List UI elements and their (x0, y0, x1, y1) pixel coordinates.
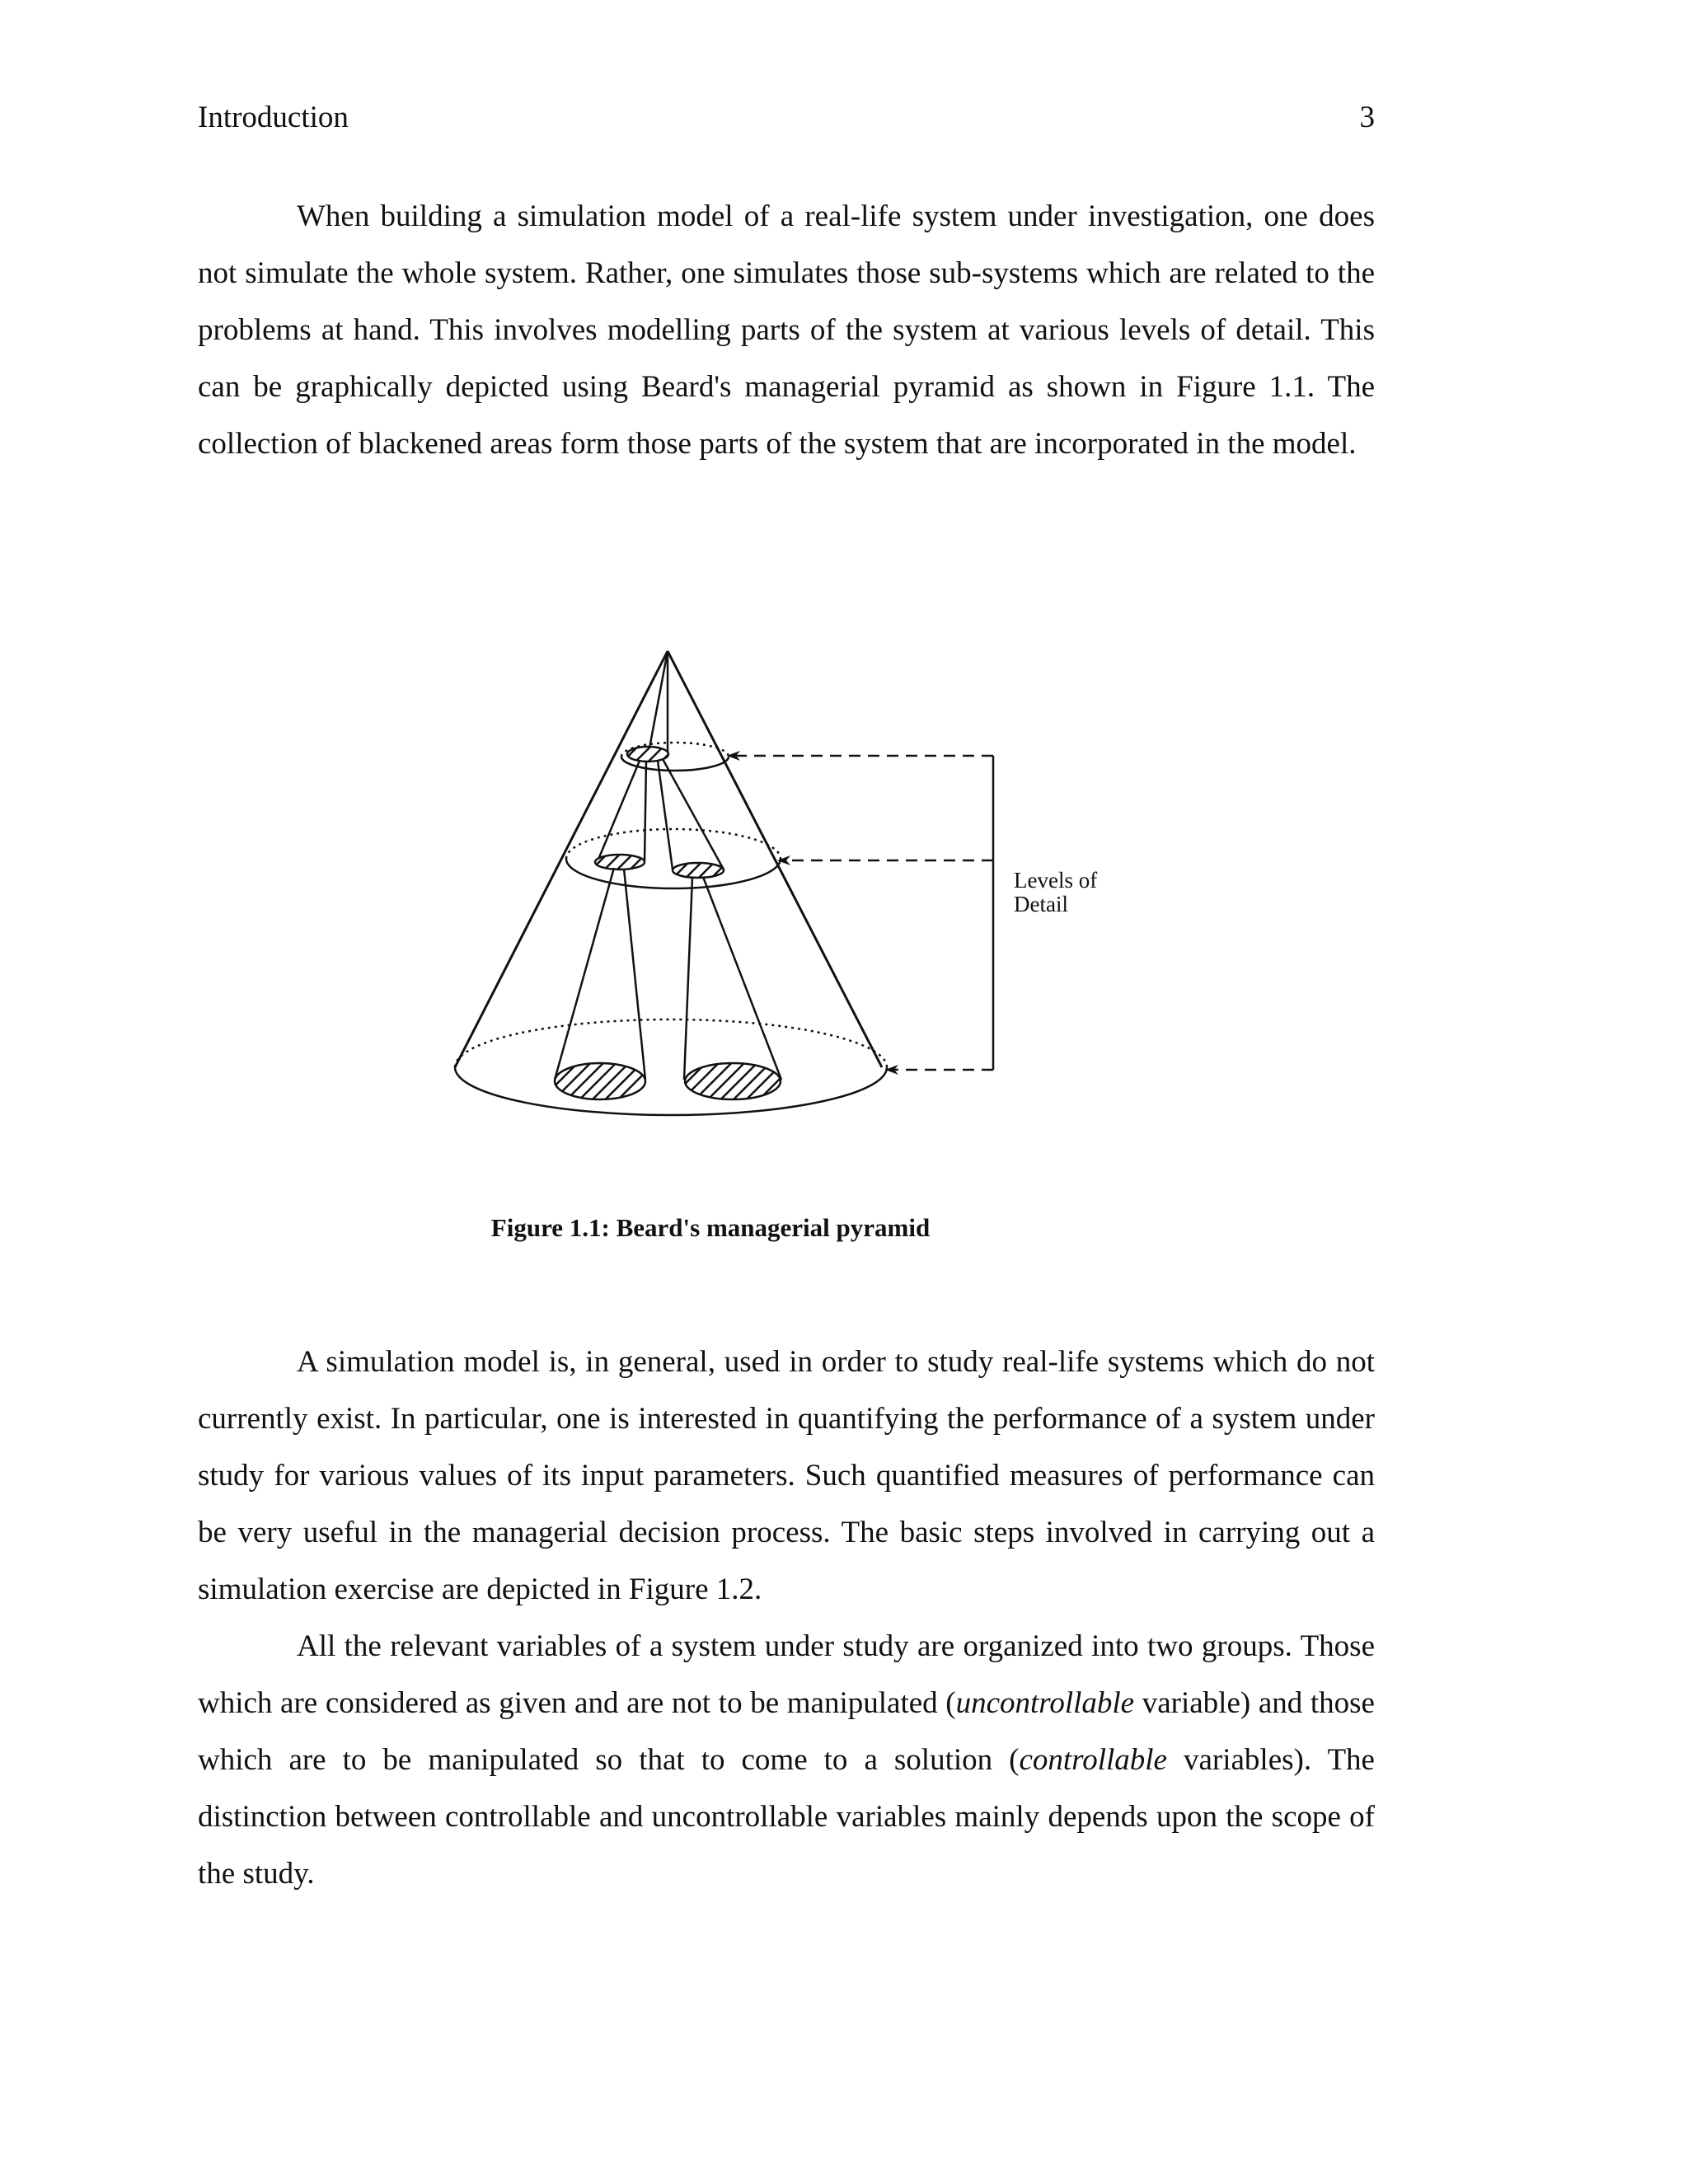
variables-text-part-2: variable) and those which are to be manipulated so that to come to a solution ( (198, 1686, 1375, 1777)
running-header-title: Introduction (198, 101, 349, 134)
middle-ellipse-back (566, 829, 781, 859)
paragraph-simulation-purpose: A simulation model is, in general, used in order to study real-life systems which do not currently exist. In particular, one is interested in quantifying the performance of a system under study for various values of its input parameters. Such quantified measures of performance can be very useful in the managerial decision process. The basic steps involved in carrying out a simulation exercise are depicted in Figure 1.2. (198, 1345, 1375, 1606)
page-header (198, 97, 1375, 138)
top-to-mid-left-cone-b (645, 761, 646, 861)
paragraph-simulation-model-building: When building a simulation model of a real-life system under investigation, one does not simulate the whole system. Rather, one simulates those sub-systems which are related to the problems at hand. This involves modelling parts of the system at various levels of detail. This can be graphically depicted using Beard's managerial pyramid as shown in Figure 1.1. The collection of blackened areas form those parts of the system that are incorporated in the model. (198, 199, 1375, 461)
base-hatched-area-right (685, 1063, 781, 1099)
mid-to-base-right-cone-b (703, 877, 781, 1080)
levels-of-detail-label-line-2: Detail (1014, 892, 1068, 916)
mid-hatched-area-left (595, 855, 645, 869)
figure-caption-text: Figure 1.1: Beard's managerial pyramid (490, 1213, 931, 1242)
pyramid-diagram (445, 643, 1187, 1170)
term-uncontrollable: uncontrollable (955, 1686, 1135, 1720)
mid-to-base-left-cone-b (624, 869, 645, 1080)
apex-subcone-left (649, 651, 668, 752)
levels-of-detail-label-line-1: Levels of (1014, 868, 1098, 893)
variables-text-part-1: All the relevant variables of a system under study are organized into two groups. Those which are considered as given and are not to be manipulated ( (198, 1629, 1375, 1720)
page-number: 3 (1359, 101, 1375, 134)
body-text-top (198, 188, 1375, 472)
paragraph-variables (198, 1618, 1375, 1902)
base-ellipse-back (455, 1019, 887, 1067)
mid-hatched-area-right (673, 863, 724, 878)
mid-to-base-right-cone-a (684, 877, 692, 1080)
figure-caption (198, 1210, 1375, 1246)
cone-right-edge (668, 651, 882, 1067)
top-to-mid-right-cone-b (663, 759, 724, 869)
term-controllable: controllable (1019, 1743, 1167, 1777)
mid-to-base-left-cone-a (555, 868, 614, 1080)
base-ellipse-front (455, 1067, 887, 1115)
top-to-mid-right-cone-a (658, 761, 673, 869)
variables-text-part-3: variables). The distinction between controllable and uncontrollable variables mainly depends upon the scope of the study. (198, 1743, 1375, 1891)
base-hatched-area-left (555, 1063, 645, 1099)
figure-beards-pyramid (445, 643, 1187, 1170)
body-text-bottom (198, 1333, 1375, 1902)
